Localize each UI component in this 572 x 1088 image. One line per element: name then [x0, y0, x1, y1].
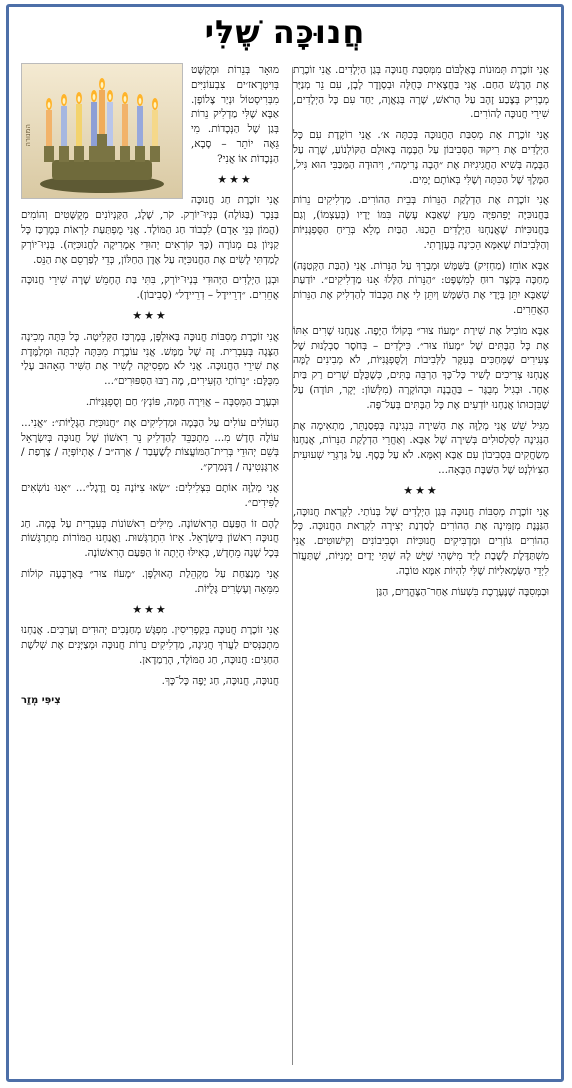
- paragraph: אַבָּא מוֹבִיל אֶת שִׁירַת ״מָעוֹז צוּר״ בְּקוֹלוֹ הַיָּפֶה. אֲנַחְנוּ שָׁרִים אִתּוֹ אֶת כָּל הַבָּתִּים שֶׁל ״מָעוֹז צוּר״. כִּילָדִים – בְּחֹסֶר סַבְלָנוּת שֶׁל צְעִירִים שֶׁמְּחַכִּים בְּעִקָּר לַלְּבִיבוֹת וְלַסֻּפְגָּנִיּוֹת, לֹא מְבִינִים לָמָּה אֲנַחְנוּ צְרִיכִים לָשִׁיר כָּל־כָּךְ הַרְבֵּה בָּתִּים, כְּשֶׁכֻּלָּם שָׁרִים רַק בַּיִת אֶחָד. וּבְגִיל מְבֻגָּר – בַּהֲבָנָה וּבְהוֹקָרָה (מִלְּשׁוֹן: יְקָר, תּוֹדָה) עַל שֶׁבִּזְכוּתוֹ אֲנַחְנוּ יוֹדְעִים אֶת כָּל הַבָּתִּים בְּעַל־פֶּה.: [293, 324, 549, 411]
- paragraph: אֲנִי מְלַוָּה אוֹתָם בִּצְלִילִים: ״שְׂאוּ צִיּוֹנָה נֵס וָדֶגֶל״... ״אָנוּ נוֹשְׂאִים לַפִּידִים״.: [21, 481, 279, 509]
- menorah-photo: [21, 63, 183, 199]
- paragraph: וּבְגַן הַיְלָדִים הַיְּהוּדִי בְּנְיוּ־יוֹרְק, בִּתִּי בַּת הֶחָמֵשׁ שָׁרָה שִׁירֵי חֲנוּכָּה אֲחֵרִים. ״דְרֵיידֶל – דְרֵיידֶל״ (סְבִיבוֹן).: [21, 274, 279, 302]
- menorah-image: [22, 64, 182, 198]
- paragraph: אֲנִי מְנַצַּחַת עַל מַקְהֵלַת הָאוּלְפָּן. ״מָעוֹז צוּר״ בְּאַרְבָּעָה קוֹלוֹת מִמֵּאָה וְעֶשְׂרִים גָּלֻיּוֹת.: [21, 567, 279, 595]
- article-title: חֲנוּכָּה שֶׁלִּי: [204, 13, 366, 51]
- paragraph: אַבָּא אוֹחֵז (מַחְזִיק) בַּשַּׁמָּשׁ וּמְבָרֵךְ עַל הַנֵּרוֹת. אֲנִי (הַבַּת הַקְּטַנָּה) מְחַכָּה בְּקֹצֶר רוּחַ לְמִשְׁפָּט: ״הַנֵּרוֹת הַלָּלוּ אָנוּ מַדְלִיקִים״. יוֹדַעַת שֶׁאַבָּא יִתֵּן בְּיָדַי אֶת הַשַּׁמָּשׁ וְיִתֵּן לִי אֶת הַכָּבוֹד לְהַדְלִיק אֶת הַנֵּרוֹת הָאֲחֵרִים.: [293, 259, 549, 316]
- paragraph: אֲנִי זוֹכֶרֶת מְסִבּוֹת חֲנוּכָּה בָּאוּלְפָּן, בְּמֶרְכַּז הַקְּלִיטָה. כָּל כִּתָּה מְכִינָה הַצָּגָה בְּעִבְרִית. זֶה שֶׁל מַמָּשׁ. אֲנִי עוֹבֶרֶת מִכִּתָּה לְכִתָּה וּמְלַמֶּדֶת אֶת שִׁירֵי הַחֲנוּכָּה. אֲנִי לֹא מַפְסִיקָה לָשִׁיר אֶת הַשִּׁיר הָאָהוּב עָלַי מִכֻּלָּם: ״נֵרוֹתַי הַזְּעִירִים, מָה רַבּוּ הַסִּפּוּרִים״...: [21, 330, 279, 388]
- paragraph: אֲנִי זוֹכֶרֶת אֶת מְסִבַּת הַחֲנוּכָּה בְּכִתָּה א׳. אֲנִי רוֹקֶדֶת עִם כָּל הַיְלָדִים אֶת רִיקוּד הַסְּבִיבוֹן עַל הַבָּמָה בָּאוּלָם הַקּוֹלְנוֹעַ, שָׁרָה עַל הַבָּמָה בְּשִׁיא הַחֲגִיגִיּוּת אֶת ״הָבָה נָרִימָה״, וִיהוּדָה הַמַּכַּבִּי הוּא גִּיל, הַמֶּלֶךְ שֶׁל הַכִּתָּה וְשֶׁלִּי בְּאוֹתָם יָמִים.: [293, 129, 549, 186]
- section-separator: ★★★: [403, 483, 439, 497]
- author-credit: צִיפִּי מְזַר: [21, 695, 61, 707]
- paragraph: וּבְעֶרֶב הַמְּסִבָּה – אֲוִירָה חַמָּה, פּוֹנְץ׳ חַם וְסֻפְגָּנִיּוֹת.: [85, 395, 279, 408]
- paragraph: אֲנִי זוֹכֶרֶת מְסִבּוֹת חֲנוּכָּה בְּגַן הַיְלָדִים שֶׁל בְּנוֹתַי. לִקְרַאת חֲנוּכָּה, הַגַּנֶּנֶת מְזַמִּינָה אֶת הַהוֹרִים לְסַדְנַת יְצִירָה לִקְרַאת הַחֲנוּכָּה. כָּל הַהוֹרִים גּוֹזְרִים וּמַדְבִּיקִים חֲנוּכִּיּוֹת וּסְבִיבוֹנִים וְקִישׁוּטִים. אֲנִי מִשְׁתַּדֶּלֶת לָשֶׁבֶת לְיַד מִישֶׁהִי שֶׁיֵּשׁ לָהּ שְׁתֵּי יָדַיִם יְמָנִיּוֹת, שֶׁתַּעֲזֹר לִיְדֵי הַשְּׂמָאלִיּוֹת שֶׁלִּי לִהְיוֹת אִמָּא טוֹבָה.: [293, 505, 549, 577]
- paragraph: חֲנוּכָּה, חֲנוּכָּה, חַג יָפֶה כָּל־כָּךְ.: [161, 674, 279, 687]
- paragraph: אֲנִי זוֹכֶרֶת חֲנוּכָּה בְּקַפְרִיסִין. מִפְגָּשׁ מְחַנְּכִים יְהוּדִים וְעַרְבִים. אֲנַחְנוּ מִתְכַּנְּסִים לַעֲרֹךְ חֲגִיגָה, מַדְלִיקִים נֵרוֹת חֲנוּכָּה וּמְצַיְּנִים אֶת שְׁלֹשֶׁת הַחַגִּים: חֲנוּכָּה, חַג הַמּוֹלָד, הָרַמַדָאן.: [21, 624, 279, 666]
- article-frame: [6, 4, 564, 1082]
- section-separator: ★★★: [132, 602, 168, 616]
- right-column: [293, 63, 549, 1073]
- paragraph: לָהֶם זוֹ הַפַּעַם הָרִאשׁוֹנָה. מִילִּים רִאשׁוֹנוֹת בְּעִבְרִית עַל בָּמָה. חַג חֲנוּכָּה רִאשׁוֹן בְּיִשְׂרָאֵל. אֵיזוֹ הִתְרַגְּשׁוּת. וַאֲנַחְנוּ הַמּוֹרוֹת מִתְרַגְּשׁוֹת בְּכָל שָׁנָה מֵחָדָשׁ, כְּאִילּוּ הָיְתָה זוֹ הַפַּעַם הָרִאשׁוֹנָה.: [21, 517, 279, 560]
- left-column: [21, 63, 279, 1073]
- section-separator: ★★★: [217, 172, 253, 186]
- paragraph: אֲנִי זוֹכֶרֶת אֶת הַדְלָקַת הַנֵּרוֹת בְּבֵית הַהוֹרִים. מַדְלִיקִים נֵרוֹת בַּחֲנוּכִּיָּה יָפֵהפִיָּה מֵעֵץ שֶׁאַבָּא עָשָׂה בִּמּוֹ יָדָיו (בְּעַצְמוֹ), וְגַם בַּחֲנוּכִּיּוֹת שֶׁאֲנַחְנוּ הַיְלָדִים הֵכַנּוּ. הַבַּיִת מָלֵא בְּרֵיחַ הַסֻּפְגָּנִיּוֹת וְהַלְּבִיבוֹת שֶׁאִמָּא הֵכִינָה בְּעֶזְרָתִי.: [293, 194, 549, 251]
- paragraph: מִגִּיל שֵׁשׁ אֲנִי מְלַוָּה אֶת הַשִּׁירָה בִּנְגִינָה בְּפְסַנְתֵּר, מַתְאִימָה אֶת הַנְּגִינָה לְסִלְסוּלִים בְּשִׁירָה שֶׁל אַבָּא. וְאַחֲרֵי הַדְלָקַת הַנֵּרוֹת, אֲנַחְנוּ מְשַׂחֲקִים בִּסְבִיבוֹן עִם אַבָּא וְאִמָּא. לֹא עַל כֶּסֶף. עַל גַּרְגְּרֵי שְׁעוּעִית הַצִּ׳וֹלְנְט שֶׁל הַשַּׁבָּת הַבָּאָה...: [293, 419, 549, 476]
- paragraph: וּבַמְּסִבָּה שֶׁנֶּעֶרֶכֶת בִּשְׁעוֹת אַחַר־הַצָּהֳרַיִם, הַגַּן: [376, 585, 549, 598]
- photo-caption: המנורה: [24, 124, 32, 147]
- section-separator: ★★★: [132, 308, 168, 322]
- paragraph: אֲנִי זוֹכֶרֶת חַג חֲנוּכָּה בַּנֵּכָר (בַּגּוֹלָה) בְּנְיוּ־יוֹרְק. קֹר, שֶׁלֶג, הַקַּנְיוֹנִים מְקֻשָּׁטִים וְהוֹמִים (הֲמוֹן בְּנֵי אָדָם) לִכְבוֹד חַג הַמּוֹלָד. אֲנִי מֻפְתַּעַת לִרְאוֹת בְּמֶרְכַּז כָּל קַנְיוֹן גַּם מְנוֹרָה (כָּךְ קוֹרְאִים יְהוּדֵי אָמֶרִיקָה לַחֲנוּכִּיָּה). בְּנְיוּ־יוֹרְק לָמַדְתִּי לָשִׂים אֶת הַחֲנוּכִּיָּה עַל אֶדֶן הַחַלּוֹן, כְּדֵי לְפַרְסֵם אֶת הַנֵּס.: [21, 194, 279, 266]
- paragraph: אֲנִי זוֹכֶרֶת תְּמוּנוֹת בָּאַלְבּוֹם מִמְּסִבַּת חֲנוּכָּה בְּגַן הַיְלָדִים. אֲנִי זוֹכֶרֶת אֶת הָרֶגֶשׁ הַחַם. אֲנִי בַּחֲצָאִית כְּחֻלָּה וּבְסְוֶדֶר לָבָן, עִם נֵר מְנַיָּר מְבָרִיק בְּצֶבַע זָהָב עַל הָרֹאשׁ, שָׁרָה בְּגַאֲוָה, יַחַד עִם כָּל הַיְלָדִים, שִׁירֵי חֲנוּכָּה לַהוֹרִים.: [293, 64, 549, 121]
- paragraph: הָעוֹלִים עוֹלִים עַל הַבָּמָה וּמַדְלִיקִים אֶת ״חֲנוּכִּיַּת הַגָּלֻיּוֹת״: ״אֲנִי... עוֹלֶה חָדָשׁ מִ... מִתְכַּבֵּד לְהַדְלִיק נֵר רִאשׁוֹן שֶׁל חֲנוּכָּה בְּיִשְׂרָאֵל בְּשֵׁם יְהוּדֵי בְּרִית־הַמּוֹעֲצוֹת לְשֶׁעָבַר / אַרְה״ב / אֶתְיוֹפְּיָה / צָרְפַת / אַרְגֶּנְטִינָה / דֶּנְמַרְק״.: [21, 416, 279, 474]
- paragraph: מוּאָר בְּנֵרוֹת וּמְקֻשָּׁט בְּוִיטְרָאז׳ים צִבְעוֹנִיִּים מִבְּרִיסְטוֹל וּנְיַר צֶלוֹפָן. אַבָּא שֶׁלִּי מַדְלִיק נֵרוֹת בְּגַן שֶׁל הַנְּכָדוֹת. מִי גֵּאֶה יוֹתֵר – סָבָא, הַנְּכָדוֹת אוֹ אֲנִי?: [191, 64, 279, 165]
